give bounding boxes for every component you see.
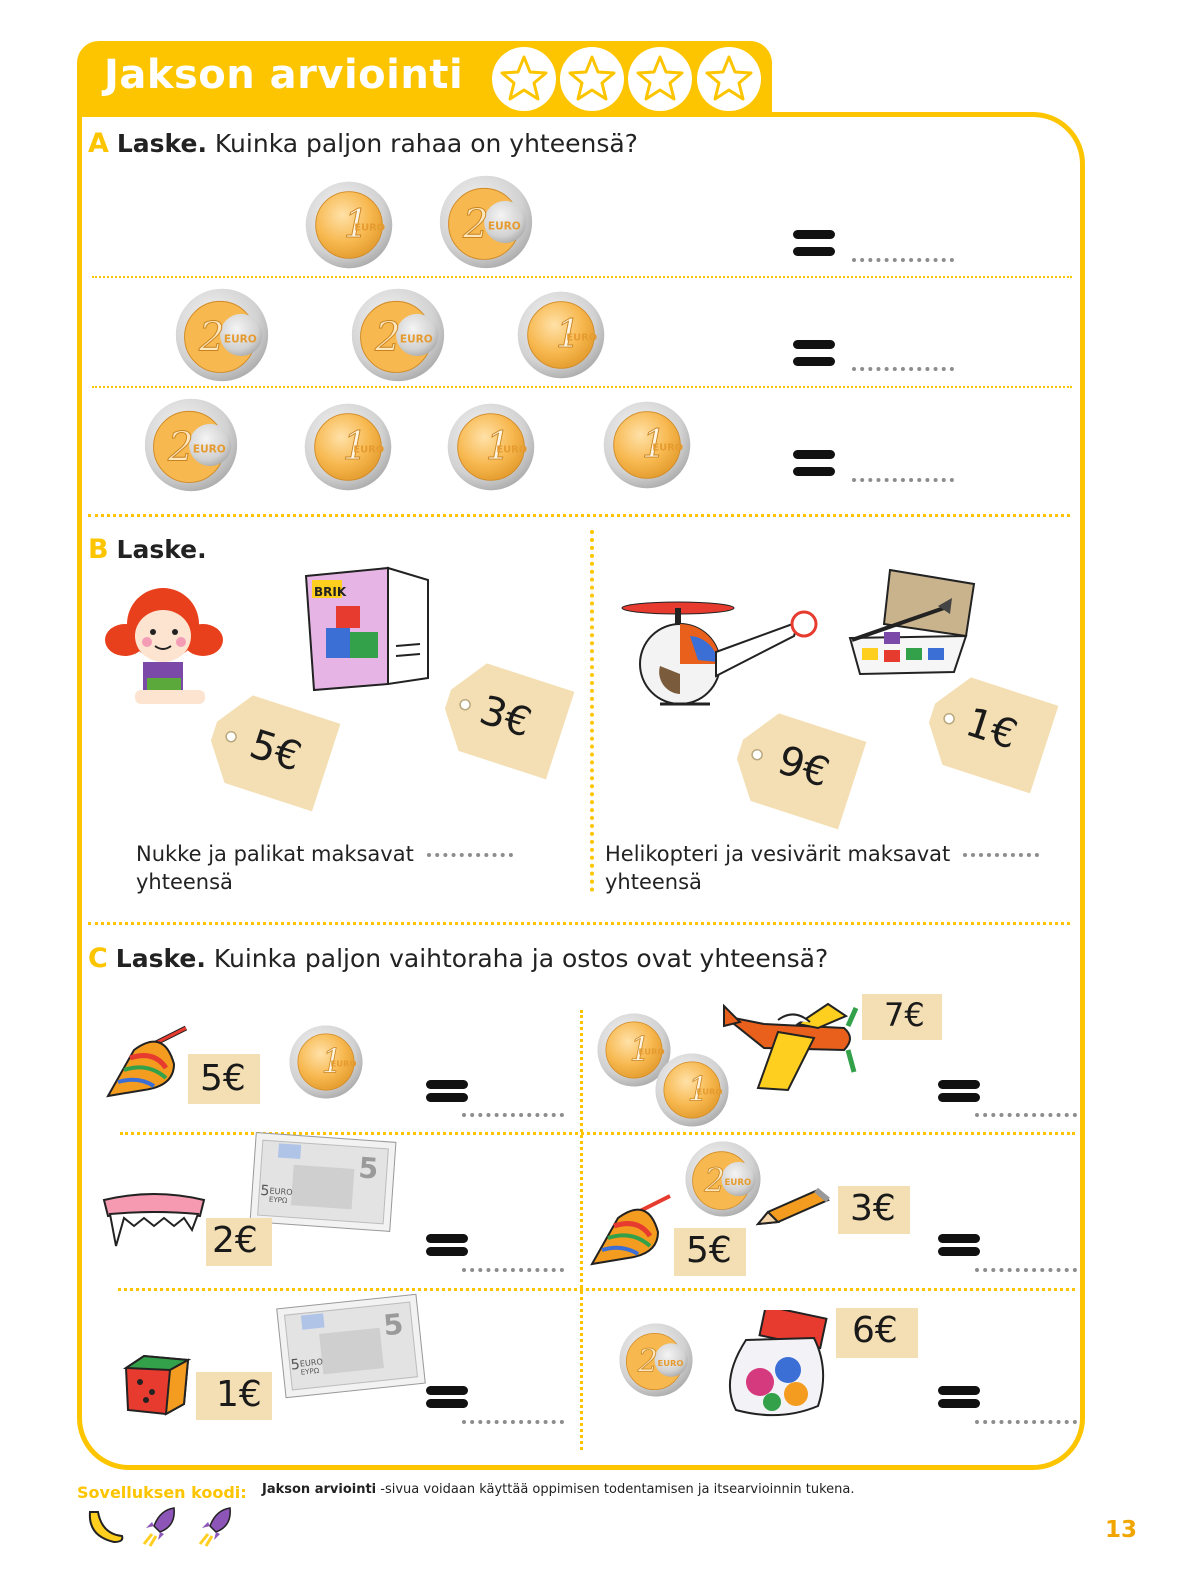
dice-icon	[122, 1352, 192, 1418]
pencil-icon	[754, 1186, 832, 1228]
section-c-heading: C Laske. Kuinka paljon vaihtoraha ja ostos ovat yhteensä?	[88, 943, 829, 974]
watercolor-box-icon	[848, 568, 980, 678]
answer-blank[interactable]	[852, 367, 954, 371]
footer-note: Jakson arviointi -sivua voidaan käyttää oppimisen todentamisen ja itsearvioinnin tukena.	[262, 1482, 855, 1497]
coin-1-euro	[602, 400, 692, 490]
coin-2-euro	[143, 397, 239, 493]
equals-sign	[938, 1080, 968, 1102]
doll-icon	[95, 580, 235, 710]
section-b-heading: B Laske.	[88, 534, 207, 565]
price-label: 5€	[200, 1058, 246, 1099]
answer-blank[interactable]	[462, 1113, 564, 1117]
coin-1-euro	[304, 180, 394, 270]
page-number: 13	[1104, 1517, 1137, 1543]
answer-blank[interactable]	[963, 853, 1039, 857]
section-divider	[88, 922, 1070, 925]
coin-1-euro	[303, 402, 393, 492]
price-label: 5€	[244, 721, 307, 781]
app-code-label: Sovelluksen koodi:	[77, 1483, 247, 1502]
equals-sign	[938, 1234, 968, 1256]
equals-sign	[938, 1386, 968, 1408]
row-divider	[92, 276, 1072, 278]
helicopter-icon	[620, 596, 820, 726]
answer-blank[interactable]	[462, 1420, 564, 1424]
equals-sign	[793, 230, 835, 256]
section-divider	[88, 514, 1070, 517]
equals-sign	[426, 1234, 456, 1256]
equals-sign	[793, 450, 835, 476]
answer-blank[interactable]	[975, 1268, 1077, 1272]
price-label: 9€	[772, 737, 835, 797]
coin-2-euro	[684, 1140, 762, 1218]
equals-sign	[426, 1386, 456, 1408]
spinning-top-icon	[104, 1024, 190, 1102]
coin-1-euro	[288, 1024, 364, 1100]
coin-2-euro	[438, 174, 534, 270]
answer-blank[interactable]	[975, 1113, 1077, 1117]
banana-icon	[84, 1506, 126, 1548]
building-blocks-box-icon	[300, 566, 440, 696]
star-icon[interactable]	[492, 47, 556, 111]
section-a-heading: A Laske. Kuinka paljon rahaa on yhteensä?	[88, 128, 638, 159]
equals-sign	[426, 1080, 456, 1102]
price-label: 3€	[474, 687, 537, 747]
column-divider	[580, 1010, 583, 1450]
coin-1-euro	[446, 402, 536, 492]
column-divider	[590, 530, 594, 892]
coin-2-euro	[174, 287, 270, 383]
caption-left: Nukke ja palikat maksavat yhteensä	[136, 840, 513, 896]
row-divider	[92, 386, 1072, 388]
page-title: Jakson arviointi	[104, 52, 464, 98]
caption-right: Helikopteri ja vesivärit maksavat yhteensä	[605, 840, 1039, 896]
vampire-teeth-icon	[100, 1186, 208, 1256]
answer-blank[interactable]	[975, 1420, 1077, 1424]
equals-sign	[793, 340, 835, 366]
price-label: 1€	[960, 699, 1023, 759]
price-label: 7€	[884, 996, 925, 1034]
price-label: 5€	[686, 1230, 732, 1271]
price-label: 1€	[216, 1374, 262, 1415]
price-label: 6€	[852, 1310, 898, 1351]
coin-2-euro	[618, 1322, 694, 1398]
star-icon[interactable]	[560, 47, 624, 111]
coin-2-euro	[350, 287, 446, 383]
answer-blank[interactable]	[427, 853, 513, 857]
star-icon[interactable]	[697, 47, 761, 111]
rocket-icon	[196, 1504, 236, 1548]
price-label: 3€	[850, 1188, 896, 1229]
svg-text:BRIK: BRIK	[314, 585, 347, 599]
price-label: 2€	[212, 1220, 258, 1261]
answer-blank[interactable]	[852, 478, 954, 482]
rocket-icon	[140, 1504, 180, 1548]
candy-bag-icon	[716, 1310, 834, 1418]
answer-blank[interactable]	[852, 258, 954, 262]
coin-1-euro	[516, 290, 606, 380]
airplane-icon	[718, 998, 860, 1096]
star-icon[interactable]	[628, 47, 692, 111]
answer-blank[interactable]	[462, 1268, 564, 1272]
banknote-5-euro	[276, 1293, 427, 1399]
spinning-top-icon	[588, 1192, 674, 1270]
row-divider	[118, 1288, 1075, 1291]
